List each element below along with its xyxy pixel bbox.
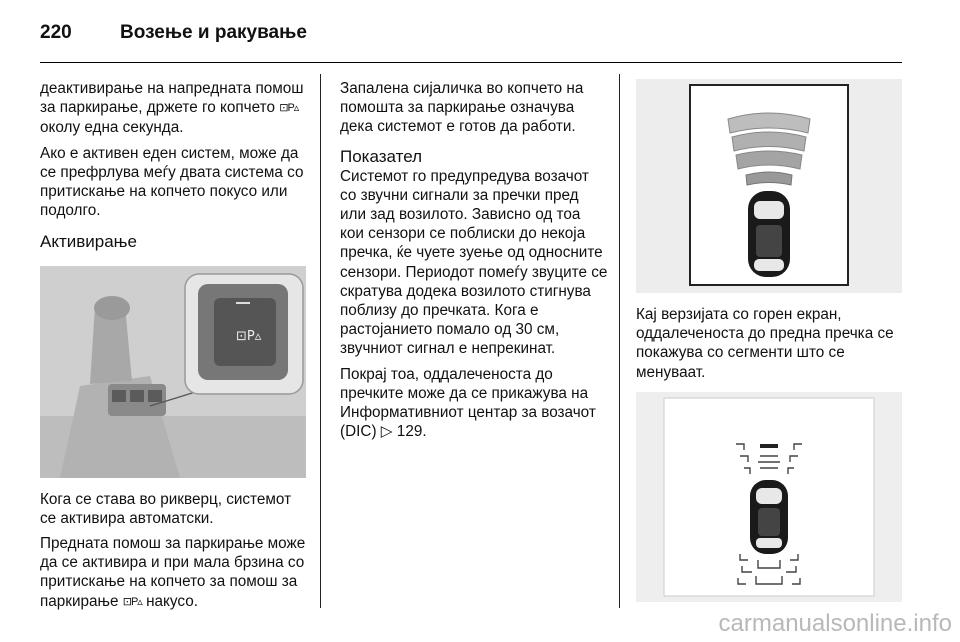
paragraph-indicator-light: Запалена сијаличка во копчето на помошта за паркирање означува дека системот е готов да работи. <box>340 80 584 136</box>
segment-display-figure <box>636 392 902 602</box>
page-number: 220 <box>40 22 72 43</box>
paragraph-reverse-activation: Кога се става во рикверц, системот се активира автоматски. <box>40 490 292 527</box>
paragraph-front-activation: Предната помош за паркирање може да се активира и при мала брзина со притискање на копчето за помош за паркирање ⊡P▵ накусо. <box>40 534 306 612</box>
column-divider-1 <box>320 74 321 608</box>
column-1 <box>40 79 306 618</box>
section-heading-activation: Активирање <box>40 232 137 252</box>
top-display-figure <box>636 79 902 293</box>
paragraph-deactivation: деактивирање на напредната помош за паркирање, држете го копчето ⊡P▵ околу една секунда. <box>40 80 304 137</box>
column-2 <box>340 79 608 447</box>
svg-text:⊡P▵: ⊡P▵ <box>236 328 262 344</box>
page-title: Возење и ракување <box>120 22 307 43</box>
paragraph-dic: Покрај тоа, оддалеченоста до пречките може да се прикажува на Информативниот центар за возачот (DIC) ▷ 129. <box>340 365 596 441</box>
paragraph-warning: Системот го предупредува возачот со звучни сигнали за пречки пред или зад возилото. Зависно од тоа кои сензори се поблиски до некоја пречка, ќе чуете зуење од односните сензори. Периодот помеѓу звуците се скратува додека возилото стигнува поблизу до пречката. Кога е растојанието помало од 30 см, звучниот сигнал е непрекинат. <box>340 167 608 358</box>
paragraph-switch-systems: Ако е активен еден систем, може да се префрлува меѓу двата система со притискање на копчето покусо или подолго. <box>40 144 304 220</box>
arrow-right-icon: ▷ <box>380 423 393 441</box>
column-divider-2 <box>619 74 620 608</box>
column-3 <box>636 79 902 602</box>
parking-assist-icon: ⊡P▵ <box>122 595 142 608</box>
paragraph-top-display: Кај верзијата со горен екран, оддалеченоста до предна пречка се покажува со сегменти што се менуваат. <box>636 306 894 381</box>
parking-button-photo <box>40 266 306 478</box>
header-rule <box>40 62 902 63</box>
watermark: carmanualsonline.info <box>718 610 952 637</box>
section-heading-indicator: Показател <box>340 146 423 166</box>
parking-assist-icon: ⊡P▵ <box>279 102 299 115</box>
